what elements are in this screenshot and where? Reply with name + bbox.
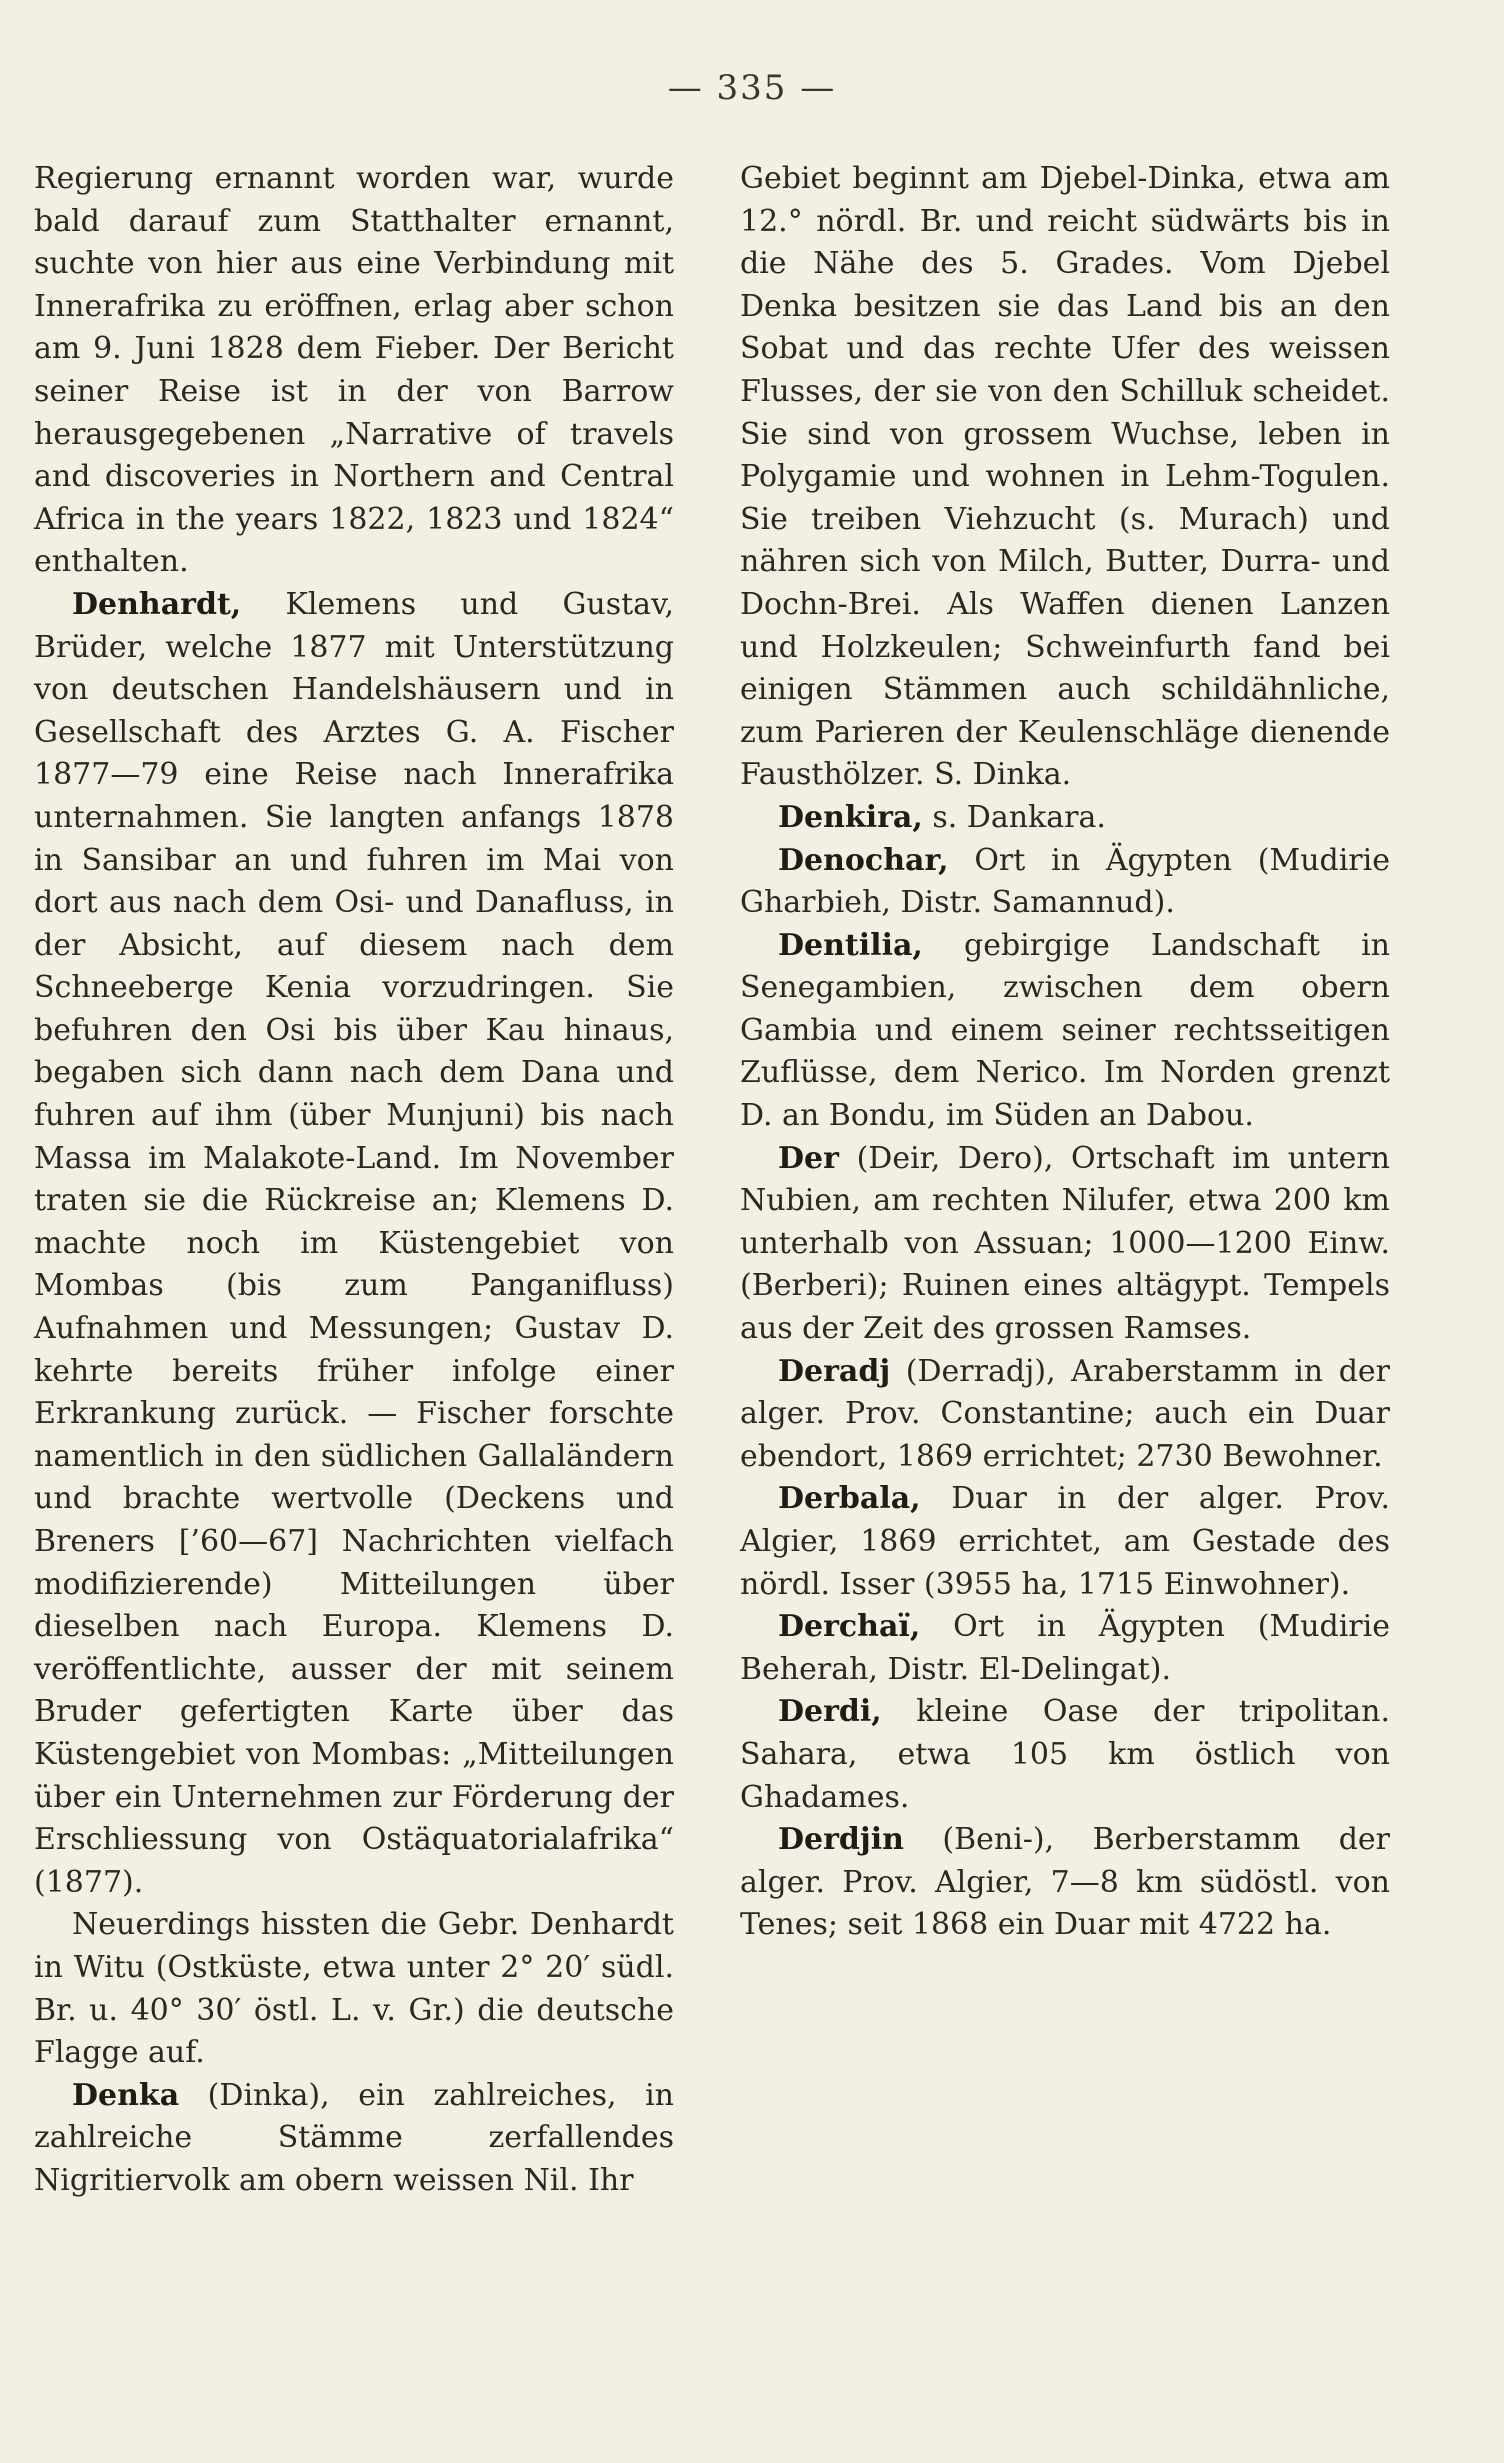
- paragraph-text: Regierung ernannt worden war, wurde bald darauf zum Statthalter ernannt, suchte von hier aus eine Verbindung mit Innerafrika zu eröffnen, erlag aber schon am 9. Juni 1828 dem Fieber. Der Bericht seiner Reise ist in der von Barrow herausgegebenen „Narrative of travels and discoveries in Northern and Central Africa in the years 1822, 1823 und 1824“ enthalten.: [34, 161, 674, 580]
- paragraph: [740, 158, 1390, 797]
- entry-deradj: [740, 1351, 1390, 1479]
- entry-headword: Derdi,: [778, 1694, 882, 1730]
- entry-text: Ort in Ägypten (Mudirie Gharbieh, Distr. Samannud).: [740, 842, 1390, 921]
- entry-headword: Derdjin: [778, 1822, 904, 1858]
- entry-text: s. Dankara.: [922, 799, 1106, 835]
- paragraph-text: Neuerdings hissten die Gebr. Denhardt in Witu (Ostküste, etwa unter 2° 20′ südl. Br. u. 40° 30′ östl. L. v. Gr.) die deutsche Flagge auf.: [34, 1907, 674, 2071]
- paragraph: [34, 158, 674, 584]
- entry-denka: [34, 2075, 674, 2203]
- entry-text: kleine Oase der tripolitan. Sahara, etwa 105 km östlich von Ghadames.: [740, 1694, 1390, 1815]
- entry-text: gebirgige Landschaft in Senegambien, zwischen dem obern Gambia und einem seiner rechtsseitigen Zuflüsse, dem Nerico. Im Norden grenzt D. an Bondu, im Süden an Dabou.: [740, 927, 1390, 1134]
- entry-derbala: [740, 1478, 1390, 1606]
- right-column: [740, 158, 1390, 1947]
- left-column: [34, 158, 674, 2203]
- entry-headword: Dentilia,: [778, 927, 923, 963]
- entry-text: (Dinka), ein zahlreiches, in zahlreiche Stämme zerfallendes Nigritiervolk am obern weissen Nil. Ihr: [34, 2077, 674, 2198]
- entry-dentilia: [740, 925, 1390, 1138]
- entry-text: Duar in der alger. Prov. Algier, 1869 errichtet, am Gestade des nördl. Isser (3955 ha, 1715 Einwohner).: [740, 1481, 1390, 1602]
- entry-headword: Denkira,: [778, 799, 923, 835]
- entry-denhardt: [34, 584, 674, 1904]
- paragraph: [34, 1904, 674, 2074]
- entry-headword: Denhardt,: [72, 586, 242, 622]
- entry-headword: Denochar,: [778, 842, 949, 878]
- entry-text: (Beni-), Berberstamm der alger. Prov. Algier, 7—8 km südöstl. von Tenes; seit 1868 ein Duar mit 4722 ha.: [740, 1822, 1390, 1943]
- paragraph-text: Gebiet beginnt am Djebel-Dinka, etwa am 12.° nördl. Br. und reicht südwärts bis in die Nähe des 5. Grades. Vom Djebel Denka besitzen sie das Land bis an den Sobat und das rechte Ufer des weissen Flusses, der sie von den Schilluk scheidet. Sie sind von grossem Wuchse, leben in Polygamie und wohnen in Lehm-Togulen. Sie treiben Viehzucht (s. Murach) und nähren sich von Milch, Butter, Durra- und Dochn-Brei. Als Waffen dienen Lanzen und Holzkeulen; Schweinfurth fand bei einigen Stämmen auch schildähnliche, zum Parieren der Keulenschläge dienende Fausthölzer. S. Dinka.: [740, 161, 1390, 793]
- entry-text: (Deir, Dero), Ortschaft im untern Nubien, am rechten Nilufer, etwa 200 km unterhalb von Assuan; 1000—1200 Einw. (Berberi); Ruinen eines altägypt. Tempels aus der Zeit des grossen Ramses.: [740, 1140, 1390, 1347]
- entry-text: Ort in Ägypten (Mudirie Beherah, Distr. El-Delingat).: [740, 1609, 1390, 1687]
- entry-headword: Derchaï,: [778, 1609, 921, 1645]
- entry-derchai: [740, 1606, 1390, 1691]
- entry-text: Klemens und Gustav, Brüder, welche 1877 mit Unterstützung von deutschen Handelshäusern und in Gesellschaft des Arztes G. A. Fischer 1877—79 eine Reise nach Innerafrika unternahmen. Sie langten anfangs 1878 in Sansibar an und fuhren im Mai von dort aus nach dem Osi- und Danafluss, in der Absicht, auf diesem nach dem Schneeberge Kenia vorzudringen. Sie befuhren den Osi bis über Kau hinaus, begaben sich dann nach dem Dana und fuhren auf ihm (über Munjuni) bis nach Massa im Malakote-Land. Im November traten sie die Rückreise an; Klemens D. machte noch im Küstengebiet von Mombas (bis zum Panganifluss) Aufnahmen und Messungen; Gustav D. kehrte bereits früher infolge einer Erkrankung zurück. — Fischer forschte namentlich in den südlichen Gallaländern und brachte wertvolle (Deckens und Breners [’60—67] Nachrichten vielfach modifizierende) Mitteilungen über dieselben nach Europa. Klemens D. veröffentlichte, ausser der mit seinem Bruder gefertigten Karte über das Küstengebiet von Mombas: „Mitteilungen über ein Unternehmen zur Förderung der Erschliessung von Ostäquatorialafrika“ (1877).: [34, 586, 674, 1900]
- entry-headword: Der: [778, 1140, 839, 1176]
- entry-derdi: [740, 1691, 1390, 1819]
- entry-denkira: [740, 797, 1390, 840]
- entry-denochar: [740, 840, 1390, 925]
- page-number: — 335 —: [667, 68, 837, 108]
- entry-headword: Denka: [72, 2077, 180, 2113]
- entry-text: (Derradj), Araberstamm in der alger. Prov. Constantine; auch ein Duar ebendort, 1869 errichtet; 2730 Bewohner.: [740, 1353, 1390, 1474]
- entry-derdjin: [740, 1819, 1390, 1947]
- entry-headword: Derbala,: [778, 1481, 921, 1517]
- entry-headword: Deradj: [778, 1353, 891, 1389]
- entry-der: [740, 1138, 1390, 1351]
